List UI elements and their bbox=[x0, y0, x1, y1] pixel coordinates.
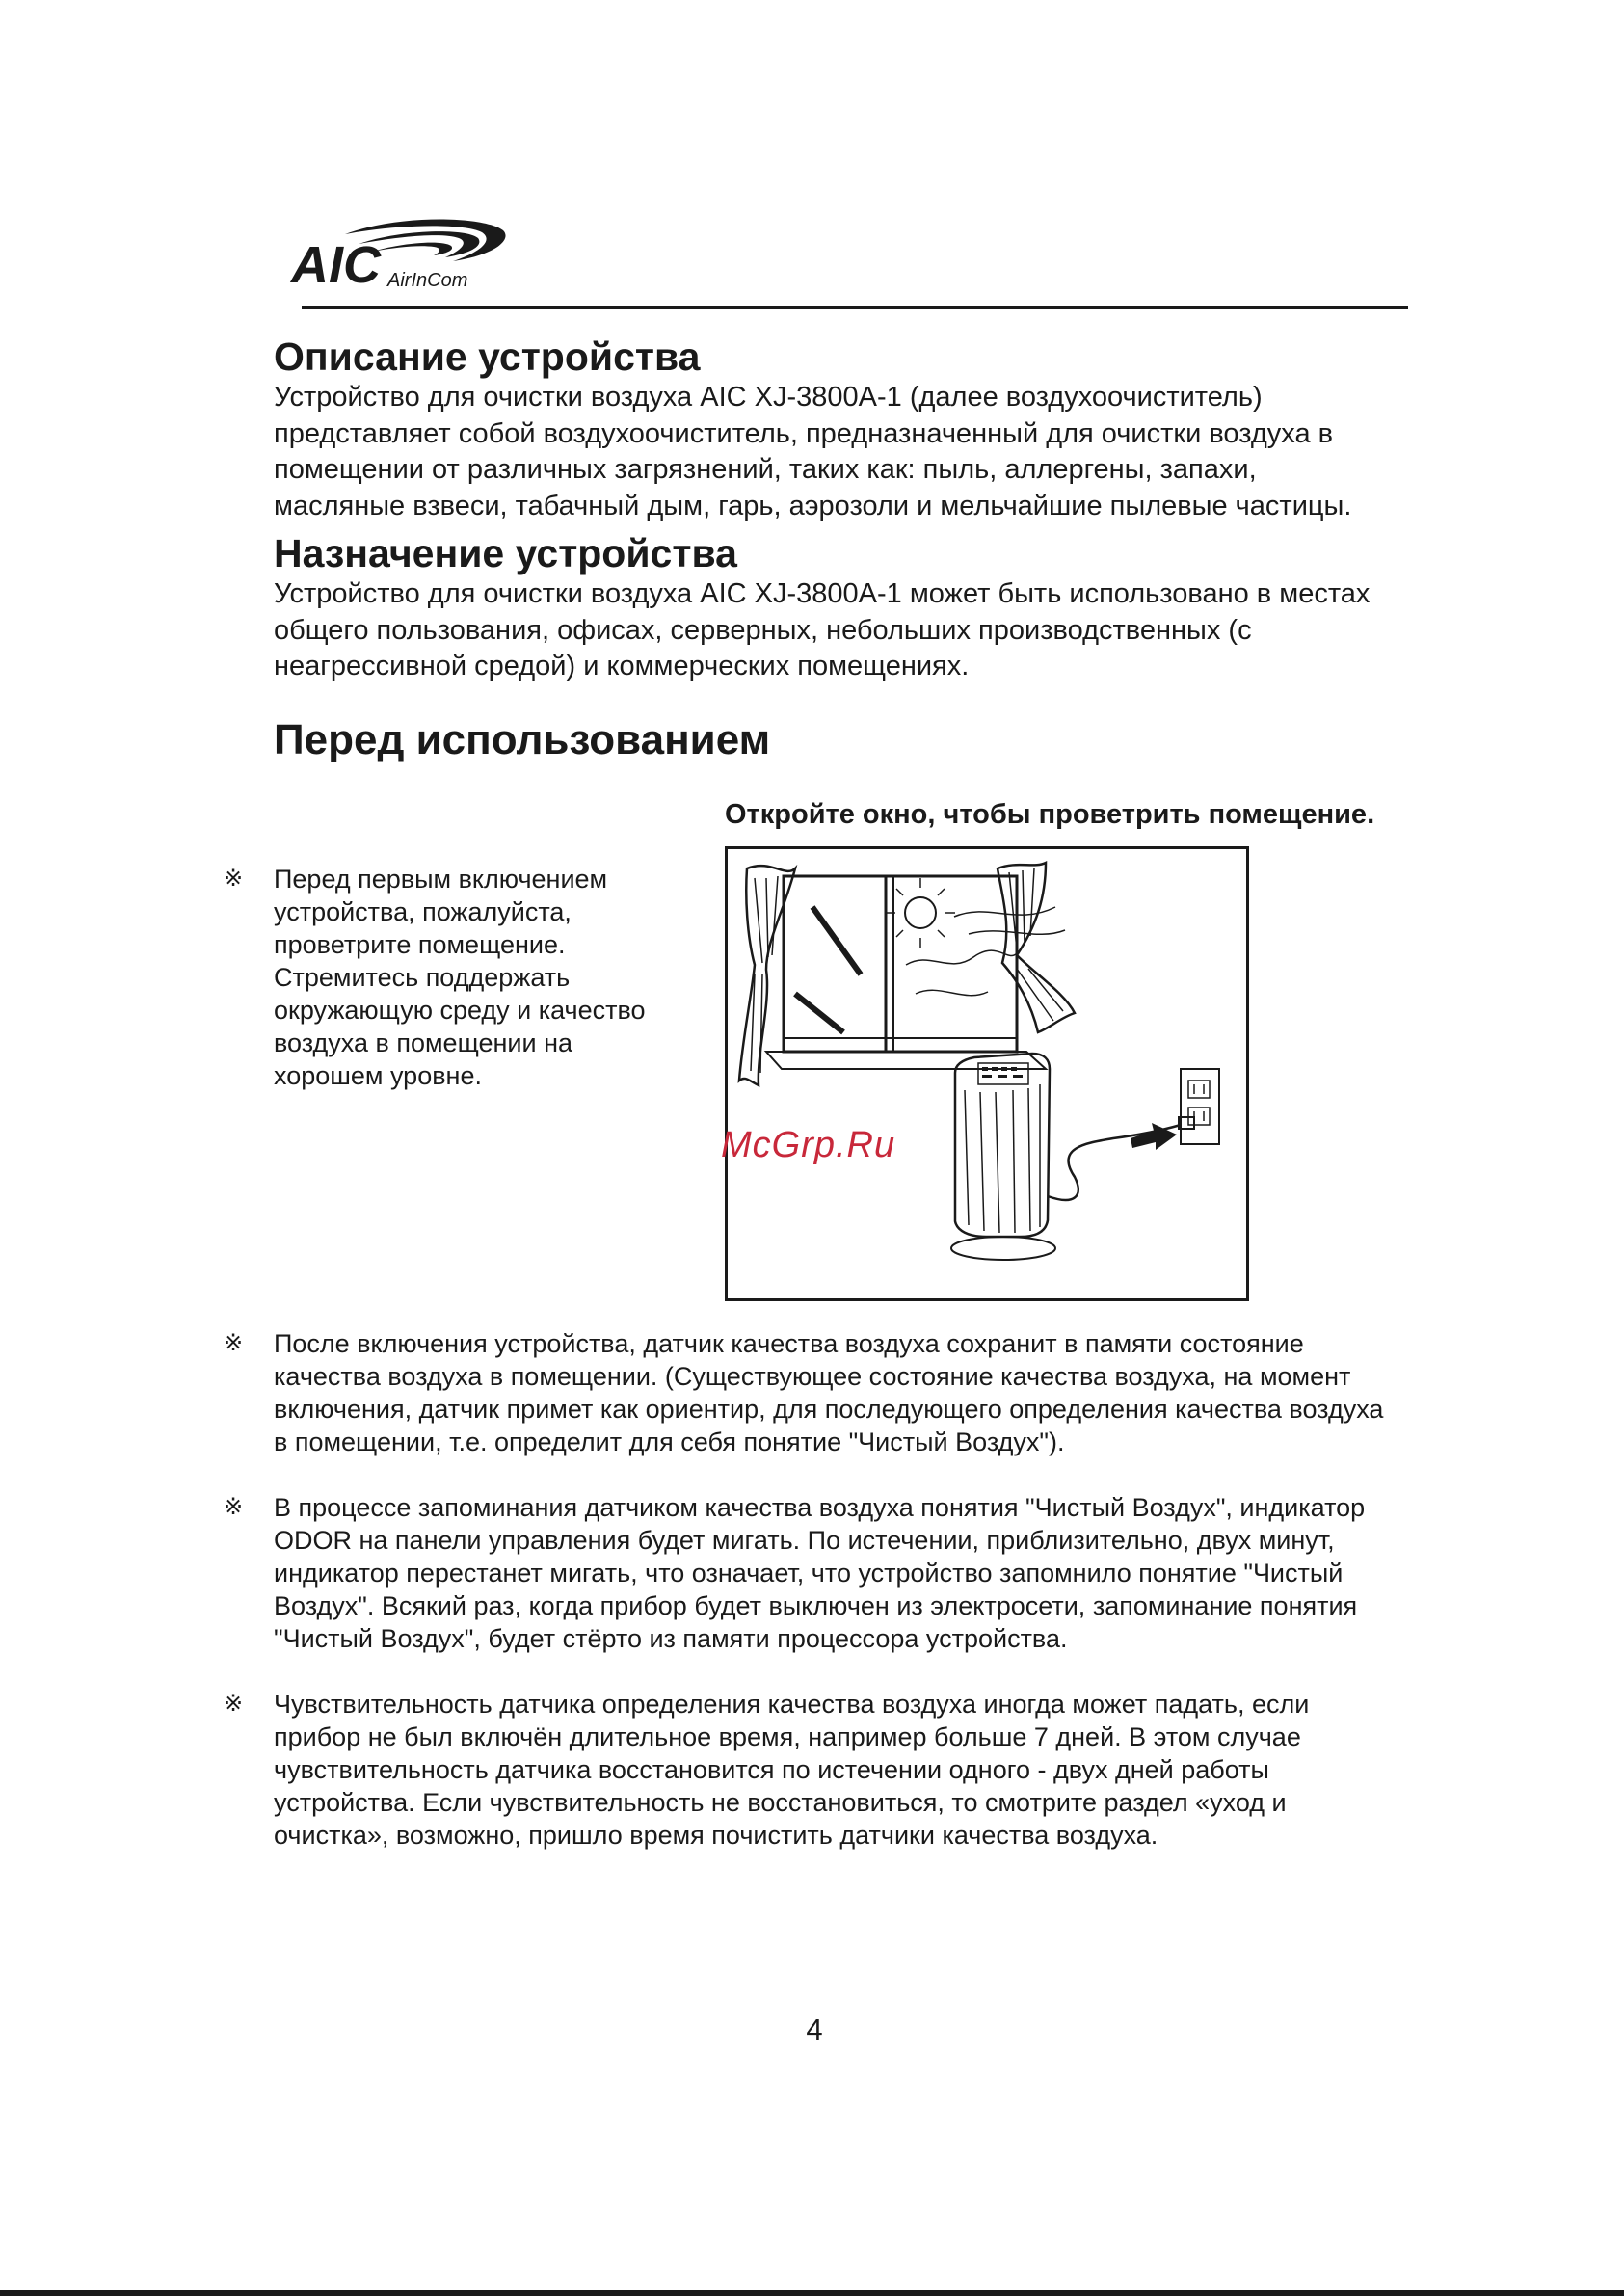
logo-swoosh-icon bbox=[289, 217, 511, 294]
note-line: После включения устройства, датчик качества воздуха сохранит в памяти состояние bbox=[274, 1329, 1304, 1358]
note-odor-indicator bbox=[274, 1491, 1488, 1655]
note-line: "Чистый Воздух", будет стёрто из памяти процессора устройства. bbox=[274, 1624, 1068, 1653]
note-line: устройства, пожалуйста, bbox=[274, 897, 572, 926]
note-line: проветрите помещение. bbox=[274, 930, 566, 959]
description-heading: Описание устройства bbox=[274, 334, 701, 379]
sun-icon bbox=[905, 897, 936, 928]
note-line: окружающую среду и качество bbox=[274, 996, 646, 1025]
before-use-heading: Перед использованием bbox=[274, 716, 771, 763]
svg-text:AirInCom: AirInCom bbox=[387, 270, 468, 291]
note-sensor-sensitivity bbox=[274, 1688, 1488, 1852]
note-line: включения, датчик примет как ориентир, для последующего определения качества воздуха bbox=[274, 1395, 1384, 1424]
note-mark: ※ bbox=[224, 866, 244, 892]
note-line: В процессе запоминания датчиком качества воздуха понятия "Чистый Воздух", индикатор bbox=[274, 1493, 1366, 1522]
note-line: индикатор перестанет мигать, что означает, что устройство запомнило понятие "Чистый bbox=[274, 1559, 1344, 1588]
note-line: прибор не был включён длительное время, например больше 7 дней. В этом случае bbox=[274, 1722, 1301, 1751]
description-line: помещении от различных загрязнений, таких как: пыль, аллергены, запахи, bbox=[274, 454, 1257, 485]
window-and-purifier-illustration bbox=[728, 849, 1246, 1298]
note-line: очистка», возможно, пришло время почистить датчики качества воздуха. bbox=[274, 1821, 1158, 1850]
header-divider bbox=[302, 306, 1408, 309]
purpose-line: Устройство для очистки воздуха AIC XJ-3800A-1 может быть использовано в местах bbox=[274, 578, 1371, 609]
air-purifier-icon bbox=[955, 1054, 1050, 1237]
purpose-line: общего пользования, офисах, серверных, небольших производственных (с bbox=[274, 614, 1252, 646]
svg-text:AIC: AIC bbox=[291, 236, 381, 294]
description-line: масляные взвеси, табачный дым, гарь, аэрозоли и мельчайшие пылевые частицы. bbox=[274, 490, 1352, 521]
watermark: McGrp.Ru bbox=[721, 1125, 896, 1165]
illustration-frame bbox=[725, 846, 1249, 1301]
note-line: Перед первым включением bbox=[274, 865, 608, 894]
note-line: ODOR на панели управления будет мигать. По истечении, приблизительно, двух минут, bbox=[274, 1526, 1335, 1555]
window-frame-icon bbox=[784, 876, 1017, 1052]
note-line: устройства. Если чувствительность не восстановиться, то смотрите раздел «уход и bbox=[274, 1788, 1287, 1817]
curtain-icon bbox=[998, 863, 1075, 1032]
description-line: представляет собой воздухоочиститель, предназначенный для очистки воздуха в bbox=[274, 417, 1334, 449]
note-line: воздуха в помещении на bbox=[274, 1028, 572, 1057]
illustration-caption: Откройте окно, чтобы проветрить помещение. bbox=[725, 799, 1375, 830]
note-line: Стремитесь поддержать bbox=[274, 963, 571, 992]
note-mark: ※ bbox=[224, 1691, 244, 1717]
note-mark: ※ bbox=[224, 1494, 244, 1520]
airincom-logo bbox=[289, 217, 511, 294]
note-line: в помещении, т.е. определит для себя понятие "Чистый Воздух"). bbox=[274, 1428, 1065, 1456]
bottom-edge bbox=[0, 2290, 1624, 2296]
note-line: Чувствительность датчика определения качества воздуха иногда может падать, если bbox=[274, 1690, 1310, 1719]
purpose-heading: Назначение устройства bbox=[274, 531, 737, 575]
note-sensor-memory bbox=[274, 1327, 1488, 1458]
note-line: хорошем уровне. bbox=[274, 1061, 482, 1090]
page-number: 4 bbox=[806, 2013, 823, 2046]
note-line: Воздух". Всякий раз, когда прибор будет выключен из электросети, запоминание понятия bbox=[274, 1591, 1358, 1620]
description-line: Устройство для очистки воздуха AIC XJ-3800A-1 (далее воздухоочиститель) bbox=[274, 382, 1263, 413]
note-mark: ※ bbox=[224, 1330, 244, 1356]
note-line: качества воздуха в помещении. (Существующее состояние качества воздуха, на момент bbox=[274, 1362, 1351, 1391]
note-ventilate bbox=[274, 863, 698, 1092]
description-paragraph bbox=[274, 380, 1469, 524]
note-line: чувствительность датчика восстановится по истечении одного - двух дней работы bbox=[274, 1755, 1269, 1784]
purpose-line: неагрессивной средой) и коммерческих помещениях. bbox=[274, 651, 970, 681]
purpose-paragraph bbox=[274, 576, 1469, 685]
